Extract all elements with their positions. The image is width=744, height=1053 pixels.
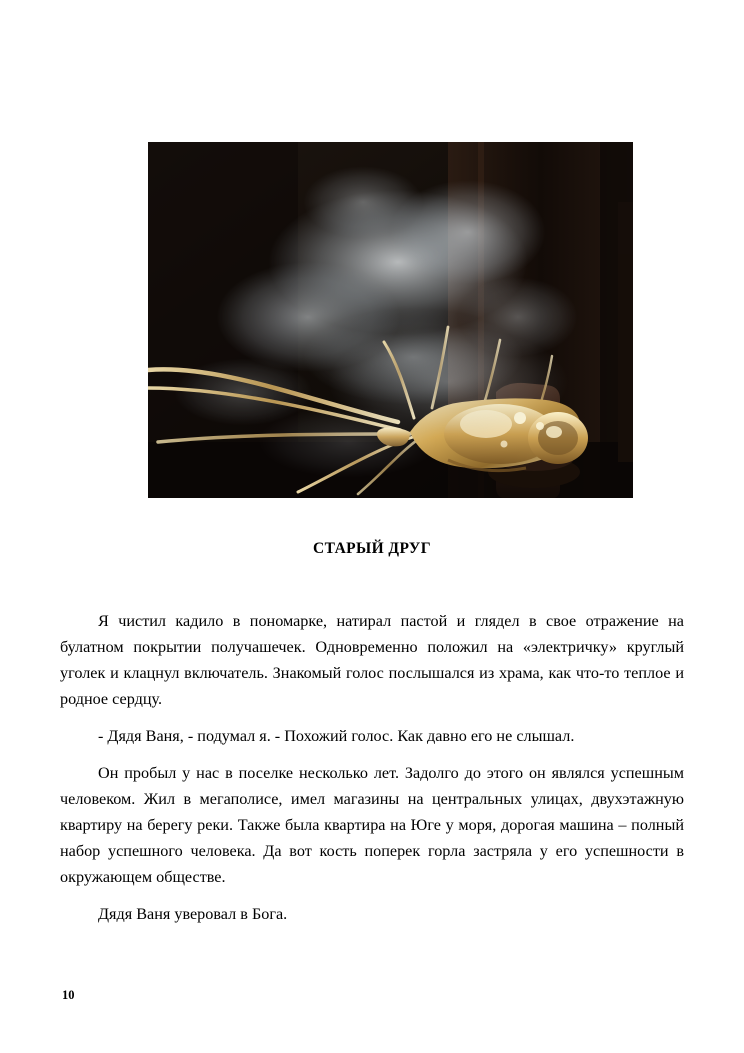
page-title: СТАРЫЙ ДРУГ xyxy=(313,540,431,557)
body-text xyxy=(60,608,684,927)
figure-censer xyxy=(148,142,633,498)
censer-photo-graphic xyxy=(148,142,633,498)
paragraph: Дядя Ваня уверовал в Бога. xyxy=(98,905,288,923)
censer-photo xyxy=(148,142,633,498)
paragraph: - Дядя Ваня, - подумал я. - Похожий голос. Как давно его не слышал. xyxy=(98,727,575,745)
paragraph: Он пробыл у нас в поселке несколько лет. Задолго до этого он являлся успешным человеком. Жил в мегаполисе, имел магазины на центральных улицах, двухэтажную квартиру на берегу реки. Также была квартира на Юге у моря, дорогая машина – полный набор успешного человека. Да вот кость поперек горла застряла у его успешности в окружающем обществе. xyxy=(60,764,684,886)
paragraph: Я чистил кадило в пономарке, натирал пастой и глядел в свое отражение на булатном покрытии получашечек. Одновременно положил на «электричку» круглый уголек и клацнул включатель. Знакомый голос послышался из храма, как что-то теплое и родное сердцу. xyxy=(60,612,684,708)
page-number: 10 xyxy=(62,988,75,1002)
